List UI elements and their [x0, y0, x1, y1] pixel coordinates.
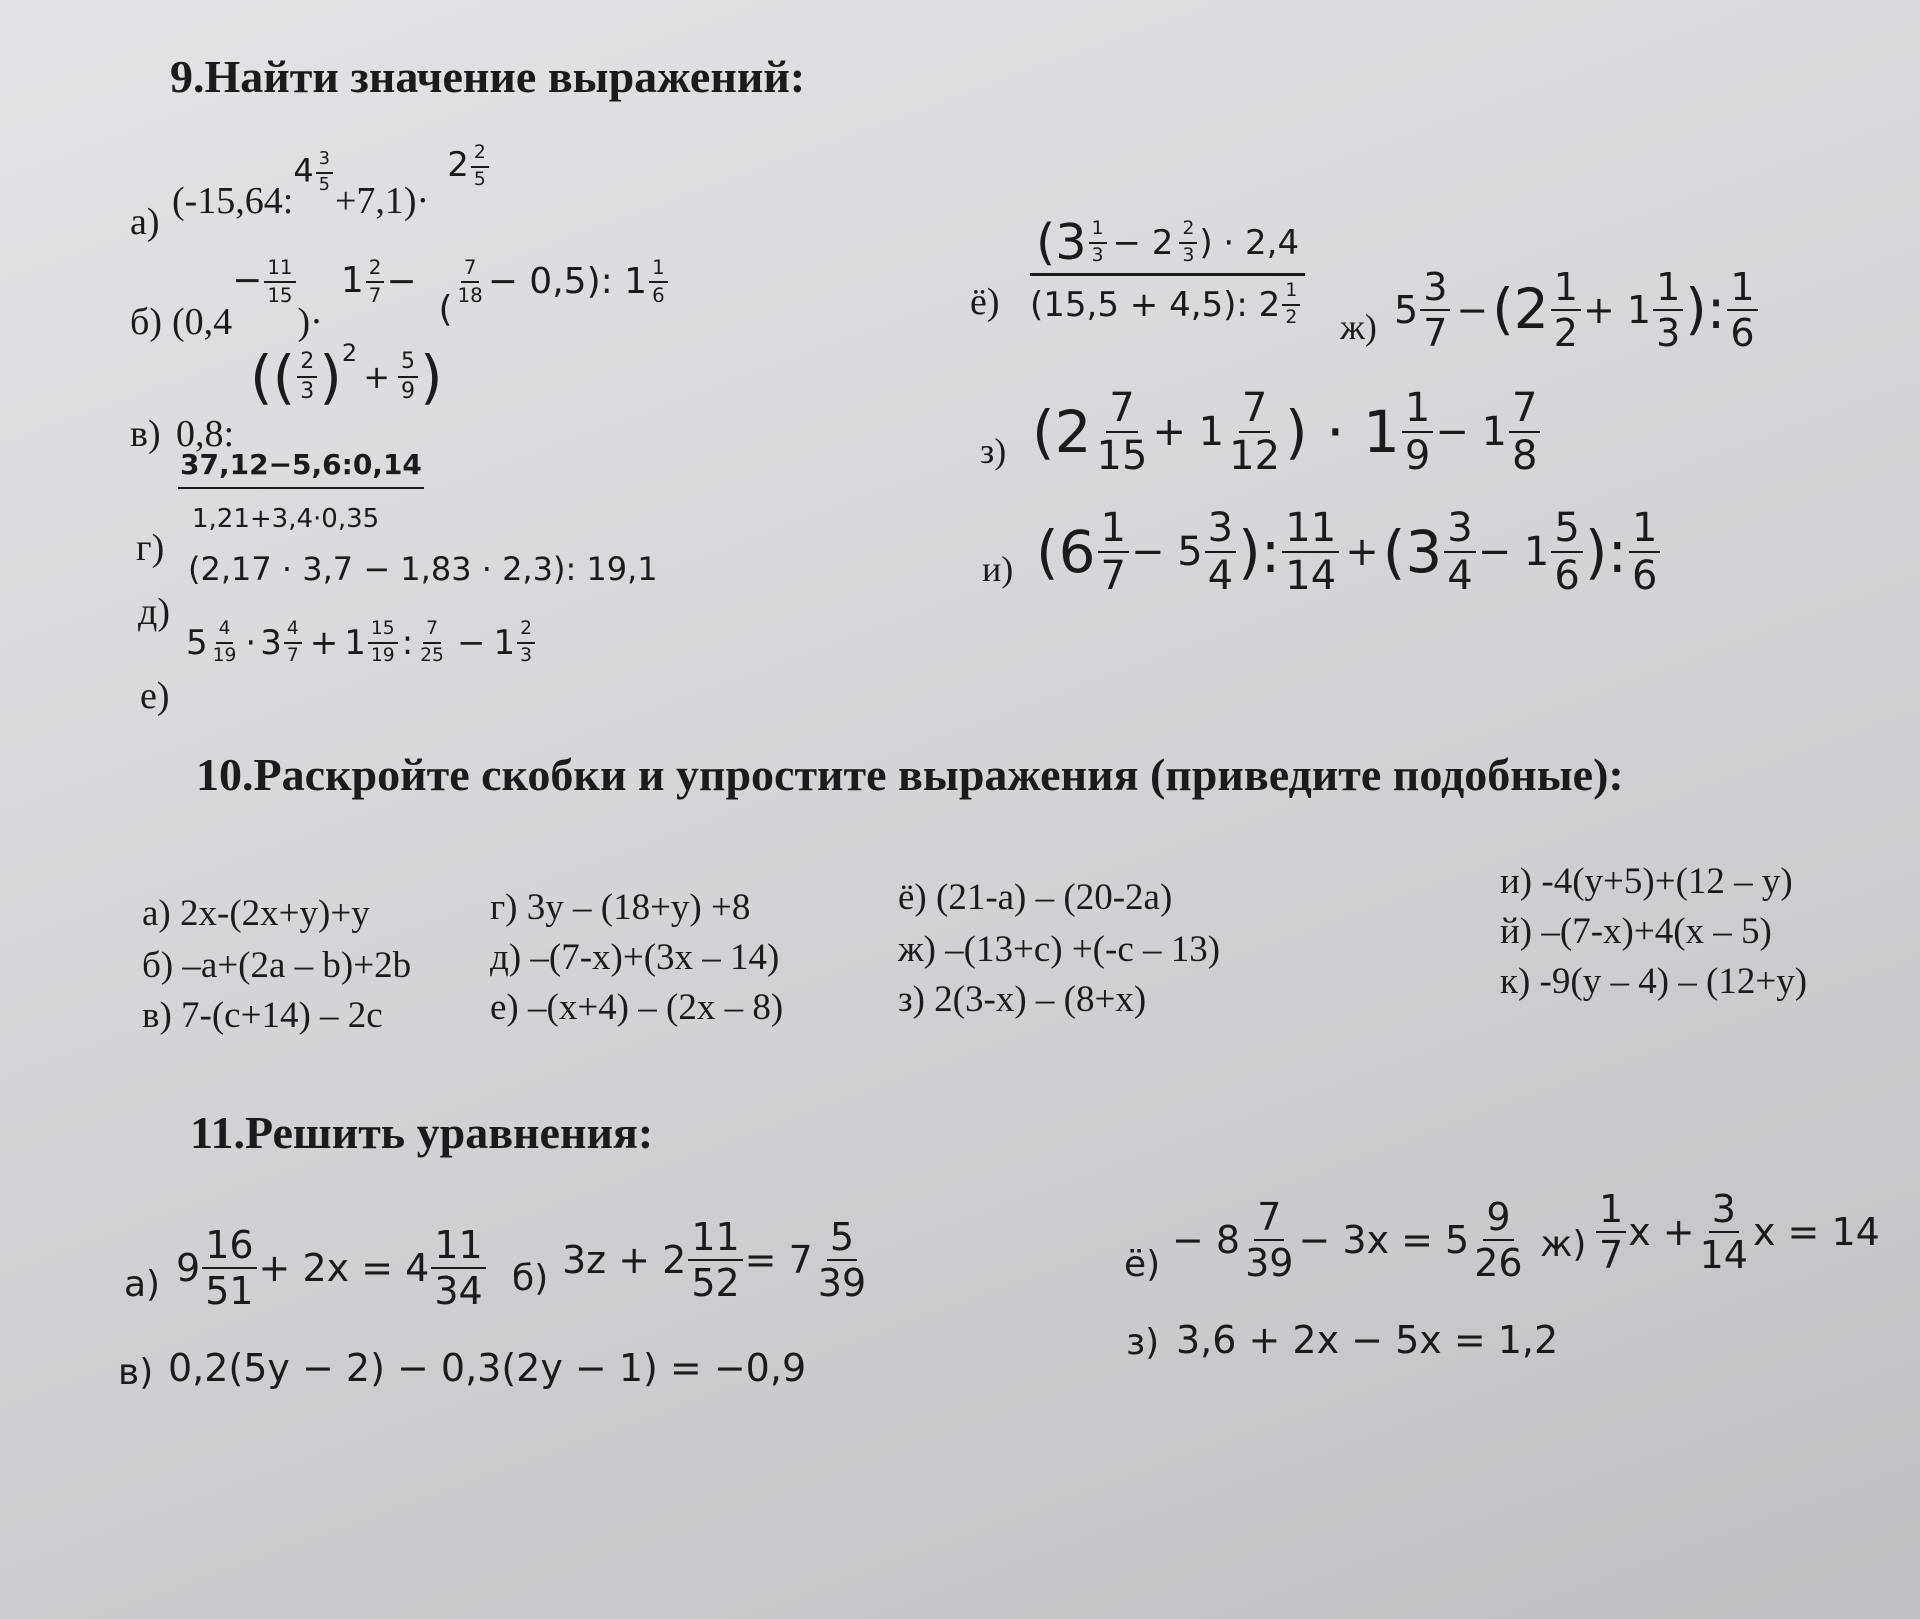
- denominator: 26: [1474, 1241, 1523, 1285]
- denominator: 39: [1245, 1241, 1294, 1285]
- text: − 2: [1112, 222, 1174, 263]
- fraction: [1596, 1187, 1626, 1277]
- fraction: [1697, 1187, 1751, 1277]
- task-9a-expression: [172, 142, 491, 223]
- text: −: [456, 622, 486, 663]
- denominator: 3: [1182, 244, 1195, 266]
- task-10g: г) 3у – (18+у) +8: [490, 887, 751, 928]
- denominator: 12: [1229, 433, 1281, 479]
- task-9z-label: з): [980, 431, 1007, 471]
- task-9b-label: б): [130, 301, 162, 343]
- fraction: [1282, 505, 1339, 599]
- numerator: 4: [216, 620, 234, 644]
- numerator: 2: [1179, 220, 1197, 244]
- denominator: 2: [1285, 307, 1298, 328]
- fraction: [398, 351, 418, 403]
- task-9yo-label: ё): [970, 281, 1000, 323]
- fraction: [1179, 217, 1197, 266]
- task-10e: е) –(х+4) – (2х – 8): [490, 987, 784, 1028]
- fraction: [1282, 282, 1300, 327]
- task-11v-expression: 0,2(5y − 2) − 0,3(2y − 1) = −0,9: [168, 1346, 807, 1390]
- denominator: 34: [434, 1269, 483, 1313]
- numerator: 3: [1709, 1190, 1739, 1233]
- task-10zh: ж) –(13+с) +(-с – 13): [898, 929, 1221, 970]
- numerator: 7: [1254, 1198, 1284, 1241]
- fraction: [284, 620, 302, 665]
- section-9-title: 9.Найти значение выражений:: [170, 51, 806, 102]
- denominator: [1030, 276, 1305, 327]
- denominator: 18: [457, 283, 483, 307]
- whole: 9: [176, 1246, 201, 1290]
- text: + 1: [1152, 409, 1225, 455]
- text: ·: [245, 622, 257, 663]
- text: −: [1456, 288, 1489, 332]
- task-9a-label: а): [130, 201, 160, 243]
- task-10d: д) –(7-х)+(3х – 14): [490, 937, 780, 978]
- whole: 3: [260, 622, 282, 663]
- numerator: 7: [1239, 388, 1270, 433]
- denominator: 25: [420, 644, 444, 666]
- denominator: 9: [401, 379, 415, 404]
- fraction: [1420, 265, 1450, 355]
- task-10k: к) -9(у – 4) – (12+у): [1500, 961, 1808, 1002]
- mixed-number: [293, 151, 335, 194]
- fraction: [210, 620, 240, 665]
- denominator: 51: [205, 1269, 254, 1313]
- mixed-number: [341, 258, 387, 306]
- text: ):: [1238, 518, 1281, 586]
- text: +7,1)·: [334, 179, 430, 222]
- denominator: 3: [1091, 244, 1104, 266]
- numerator: 7: [1509, 388, 1540, 433]
- numerator: 7: [461, 258, 480, 283]
- fraction: [264, 258, 295, 306]
- numerator: 16: [202, 1226, 256, 1269]
- denominator: 5: [318, 174, 330, 195]
- denominator: 3: [520, 644, 532, 666]
- task-11b-label: б): [512, 1258, 549, 1299]
- exponent: 2: [341, 339, 358, 367]
- denominator: 52: [691, 1261, 740, 1305]
- numerator: 1: [1727, 268, 1757, 311]
- fraction: [517, 620, 535, 665]
- text: ):: [1685, 277, 1726, 342]
- task-9v-power: [250, 339, 443, 411]
- denominator: 3: [1656, 311, 1681, 355]
- numerator: 1: [1089, 220, 1107, 244]
- fraction: [366, 258, 385, 306]
- whole: 1: [493, 622, 516, 663]
- task-9d-label: д): [138, 591, 170, 633]
- denominator: 6: [1730, 311, 1755, 355]
- text: ):: [1584, 518, 1628, 586]
- fraction: [1094, 385, 1151, 479]
- numerator: 1: [1596, 1190, 1626, 1233]
- fraction: [471, 144, 489, 189]
- numerator: 5: [398, 351, 418, 378]
- fraction: [1205, 505, 1236, 599]
- whole: 1: [340, 259, 364, 301]
- task-9b-expression: [172, 256, 670, 343]
- denominator: 14: [1285, 553, 1337, 599]
- fraction: [649, 258, 668, 306]
- numerator: 7: [423, 620, 441, 644]
- denominator: 6: [1554, 553, 1580, 599]
- task-10z: з) 2(3-х) – (8+х): [898, 979, 1147, 1020]
- numerator: 1: [1402, 388, 1433, 433]
- numerator: 4: [284, 620, 302, 644]
- task-9e-label: е): [140, 675, 170, 717]
- task-10yo: ё) (21-а) – (20-2а): [898, 877, 1173, 918]
- denominator: 4: [1207, 553, 1234, 599]
- text: − 1: [1435, 409, 1508, 455]
- numerator: 11: [1282, 508, 1339, 553]
- text: (3: [1382, 518, 1443, 586]
- text: ) · 2,4: [1199, 222, 1300, 263]
- denominator: 2: [1553, 311, 1578, 355]
- denominator: 14: [1699, 1233, 1748, 1277]
- text: − 0,5): 1: [487, 261, 648, 303]
- numerator: 11: [431, 1226, 485, 1269]
- text: 3z + 2: [562, 1238, 687, 1282]
- paren: ): [420, 343, 443, 411]
- fraction: [431, 1223, 485, 1313]
- numerator: 3: [316, 151, 333, 174]
- task-9zh-label: ж): [1340, 307, 1377, 347]
- text: (2: [1492, 277, 1549, 342]
- task-11a-label: а): [124, 1264, 161, 1305]
- task-9d-expression: (2,17 · 3,7 − 1,83 · 2,3): 19,1: [188, 550, 658, 588]
- task-11yo-expression: [1172, 1195, 1528, 1285]
- denominator: 9: [1404, 433, 1431, 479]
- fraction: [1551, 505, 1582, 599]
- denominator: 7: [1423, 311, 1448, 355]
- text: (6: [1036, 518, 1096, 586]
- numerator: 1: [1551, 268, 1581, 311]
- numerator: 1: [1098, 508, 1129, 553]
- task-11b-expression: [562, 1215, 871, 1305]
- denominator: 15: [1096, 433, 1148, 479]
- numerator: 1: [1282, 282, 1300, 306]
- task-10b: б) –а+(2а – b)+2b: [142, 945, 412, 986]
- numerator: 3: [1444, 508, 1475, 553]
- task-11zh-expression: [1594, 1187, 1880, 1277]
- fraction: [1098, 505, 1129, 599]
- fraction: [202, 1223, 256, 1313]
- numerator: 5: [827, 1218, 857, 1261]
- fraction: [455, 258, 486, 306]
- numerator: 2: [297, 351, 317, 378]
- numerator: [1030, 213, 1305, 276]
- numerator: 7: [1106, 388, 1137, 433]
- numerator: 15: [368, 620, 398, 644]
- fraction: [1226, 385, 1283, 479]
- task-10v: в) 7-(с+14) – 2с: [142, 995, 383, 1036]
- fraction: [417, 620, 447, 665]
- task-9i-expression: [1036, 505, 1662, 599]
- text: − 3x = 5: [1298, 1218, 1470, 1262]
- task-9e-expression: [186, 620, 537, 665]
- denominator: 8: [1512, 433, 1538, 479]
- task-10i: и) -4(у+5)+(12 – у): [1500, 861, 1793, 902]
- task-9v-label: в): [130, 413, 161, 455]
- denominator: 5: [473, 168, 486, 190]
- numerator: 1: [1653, 268, 1683, 311]
- denominator: 3: [300, 379, 315, 404]
- denominator: 7: [368, 283, 382, 307]
- text: − 1: [1477, 529, 1550, 575]
- text: x = 14: [1752, 1210, 1880, 1254]
- numerator: 2: [517, 620, 535, 644]
- task-11z-label: з): [1126, 1322, 1160, 1363]
- task-9v-text: 0,8:: [176, 413, 235, 455]
- fraction: [1402, 385, 1433, 479]
- numerator: 11: [688, 1218, 742, 1261]
- task-9i-label: и): [982, 549, 1014, 589]
- text: :: [401, 622, 414, 663]
- task-10j: й) –(7-х)+4(х – 5): [1500, 911, 1772, 952]
- numerator: 2: [471, 144, 489, 168]
- text: +: [309, 622, 339, 663]
- whole: 1: [344, 622, 366, 663]
- fraction: [688, 1215, 742, 1305]
- numerator: 11: [264, 258, 295, 283]
- fraction: [1471, 1195, 1525, 1285]
- whole: 4: [293, 151, 314, 190]
- fraction: [297, 351, 317, 403]
- text: +: [1345, 529, 1379, 575]
- exponent: [232, 258, 297, 306]
- text: (15,5 + 4,5): 2: [1030, 285, 1281, 325]
- text: − 8: [1172, 1218, 1241, 1262]
- text: (3: [1036, 213, 1087, 271]
- numerator: 1: [1629, 508, 1660, 553]
- denominator: 19: [212, 644, 237, 666]
- task-11zh-label: ж): [1540, 1224, 1587, 1265]
- denominator: 39: [817, 1261, 867, 1305]
- numerator: 9: [1483, 1198, 1513, 1241]
- text: + 1: [1582, 288, 1652, 332]
- task-9yo-fraction: [1030, 213, 1305, 328]
- task-9g-denominator: 1,21+3,4·0,35: [192, 504, 380, 534]
- task-9zh-expression: [1394, 265, 1760, 355]
- fraction: [815, 1215, 869, 1305]
- fraction: [1551, 265, 1581, 355]
- text: (: [438, 289, 453, 331]
- numerator: 3: [1205, 508, 1236, 553]
- text: = 7: [744, 1238, 813, 1282]
- text: (0,4: [172, 300, 233, 343]
- whole: 5: [1394, 288, 1419, 332]
- task-11a-expression: [176, 1223, 488, 1313]
- text: +: [363, 358, 390, 396]
- task-9g-numerator: 37,12−5,6:0,14: [178, 448, 424, 489]
- denominator: 7: [286, 644, 299, 666]
- section-10-title: 10.Раскройте скобки и упростите выражения (приведите подобные):: [196, 749, 1624, 800]
- whole: 5: [186, 622, 208, 663]
- numerator: 5: [1551, 508, 1582, 553]
- denominator: 19: [370, 644, 395, 666]
- text: )·: [297, 300, 323, 343]
- denominator: 15: [267, 283, 293, 307]
- denominator: 7: [1599, 1233, 1624, 1277]
- numerator: 3: [1420, 268, 1450, 311]
- fraction: [1509, 385, 1540, 479]
- task-11v-label: в): [118, 1352, 154, 1393]
- paren: ((: [250, 343, 296, 411]
- section-11-title: 11.Решить уравнения:: [190, 1107, 654, 1158]
- fraction: [1089, 217, 1107, 266]
- mixed-number: [447, 144, 491, 189]
- text: + 2x = 4: [258, 1246, 430, 1290]
- fraction: [1727, 265, 1757, 355]
- fraction: [1653, 265, 1683, 355]
- whole: 2: [447, 145, 469, 186]
- task-11yo-label: ё): [1124, 1244, 1161, 1285]
- task-10a: а) 2х-(2х+у)+у: [142, 893, 370, 934]
- denominator: 6: [652, 283, 665, 307]
- text: −: [386, 261, 417, 303]
- text: (-15,64:: [172, 179, 294, 222]
- text: − 5: [1130, 529, 1203, 575]
- fraction: [1629, 505, 1660, 599]
- task-9g-label: г): [136, 527, 165, 569]
- paren: ): [319, 343, 342, 411]
- fraction: [316, 151, 333, 194]
- numerator: 1: [649, 258, 668, 283]
- fraction: [1444, 505, 1475, 599]
- fraction: [368, 620, 398, 665]
- denominator: 4: [1447, 553, 1473, 599]
- text: (2: [1032, 398, 1092, 466]
- fraction: [1242, 1195, 1296, 1285]
- numerator: 2: [366, 258, 385, 283]
- denominator: 6: [1632, 553, 1658, 599]
- text: x +: [1628, 1210, 1695, 1254]
- task-11z-expression: 3,6 + 2x − 5x = 1,2: [1176, 1318, 1559, 1362]
- task-9z-expression: [1032, 385, 1542, 479]
- text: ) · 1: [1285, 398, 1400, 466]
- minus: −: [232, 259, 263, 301]
- denominator: 7: [1100, 553, 1126, 599]
